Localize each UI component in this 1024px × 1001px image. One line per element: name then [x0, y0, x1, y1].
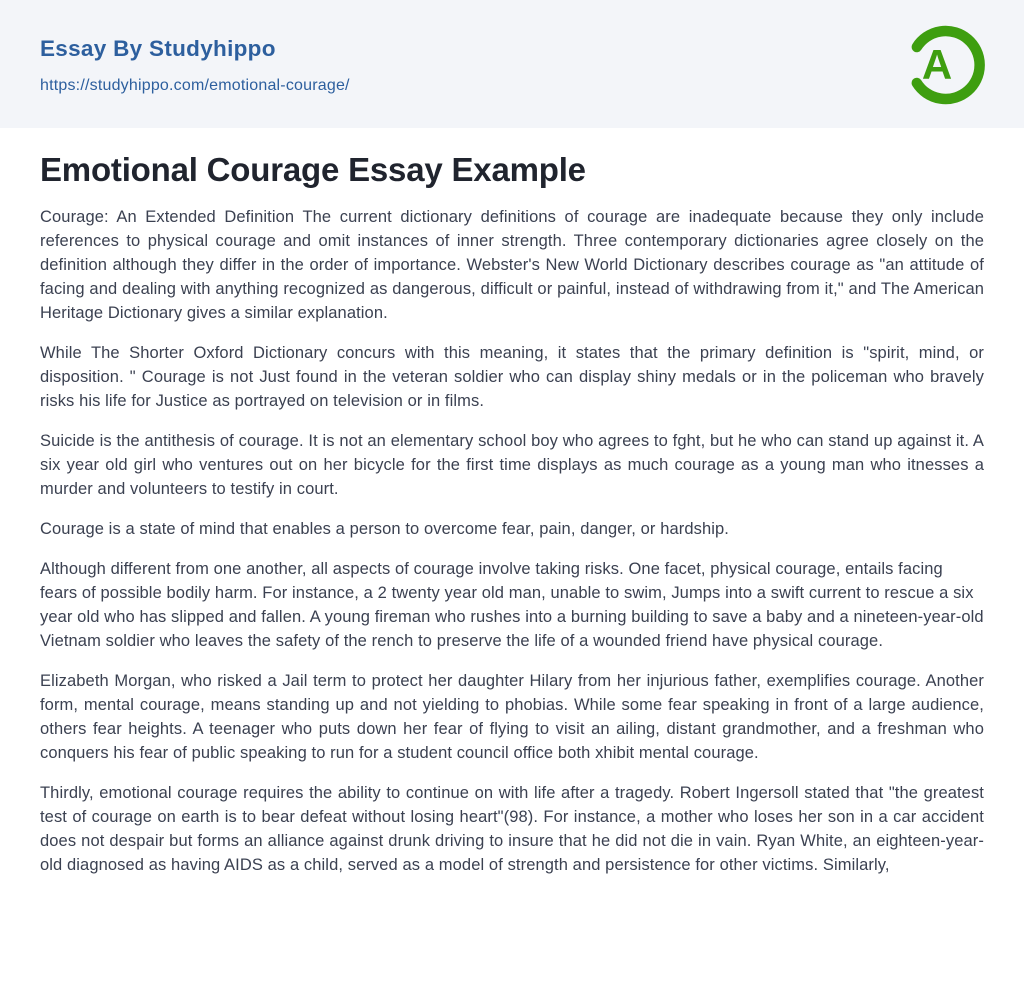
site-name: Essay By Studyhippo: [40, 36, 276, 61]
page-header: [0, 0, 1024, 128]
logo-letter: A: [921, 41, 953, 88]
page-title: Emotional Courage Essay Example: [40, 151, 586, 188]
essay-paragraph: Courage: An Extended Definition The current dictionary definitions of courage are inadequate because they only include references to physical courage and omit instances of inner strength. Three contemporary dictionaries agree closely on the definition although they differ in the order of importance. Webster's New World Dictionary describes courage as "an attitude of facing and dealing with anything recognized as dangerous, difficult or painful, instead of withdrawing from it," and The American Heritage Dictionary gives a similar explanation.: [40, 208, 984, 322]
essay-url-link[interactable]: https://studyhippo.com/emotional-courage/: [40, 77, 350, 94]
essay-article: [0, 151, 1024, 877]
essay-paragraph: While The Shorter Oxford Dictionary concurs with this meaning, it states that the primary definition is "spirit, mind, or disposition. " Courage is not Just found in the veteran soldier who can display shiny medals or in the policeman who bravely risks his life for Justice as portrayed on television or in films.: [40, 344, 984, 410]
essay-paragraph: Courage is a state of mind that enables a person to overcome fear, pain, danger, or hardship.: [40, 520, 729, 538]
essay-paragraph: Elizabeth Morgan, who risked a Jail term to protect her daughter Hilary from her injurious father, exemplifies courage. Another form, mental courage, means standing up and not yielding to phobias. While some fear speaking in front of a large audience, others fear heights. A teenager who puts down her fear of flying to visit an ailing, distant grandmother, and a freshman who conquers his fear of public speaking to run for a student council office both xhibit mental courage.: [40, 672, 984, 762]
essay-paragraph: Although different from one another, all aspects of courage involve taking risks. One facet, physical courage, entails facing fears of possible bodily harm. For instance, a 2 twenty year old man, unable to swim, Jumps into a swift current to rescue a six year old who has slipped and fallen. A young fireman who rushes into a burning building to save a baby and a nineteen-year-old Vietnam soldier who leaves the safety of the rench to preserve the life of a wounded friend have physical courage.: [40, 560, 984, 650]
essay-paragraph: Suicide is the antithesis of courage. It is not an elementary school boy who agrees to fght, but he who can stand up against it. A six year old girl who ventures out on her bicycle for the first time displays as much courage as a young man who itnesses a murder and volunteers to testify in court.: [40, 432, 984, 498]
studyhippo-logo: [900, 19, 992, 111]
essay-paragraph: Thirdly, emotional courage requires the ability to continue on with life after a tragedy. Robert Ingersoll stated that "the greatest test of courage on earth is to bear defeat without losing heart"(98). For instance, a mother who loses her son in a car accident does not despair but forms an alliance against drunk driving to insure that he did not die in vain. Ryan White, an eighteen-year-old diagnosed as having AIDS as a child, served as a model of strength and persistence for other victims. Similarly,: [40, 784, 984, 874]
